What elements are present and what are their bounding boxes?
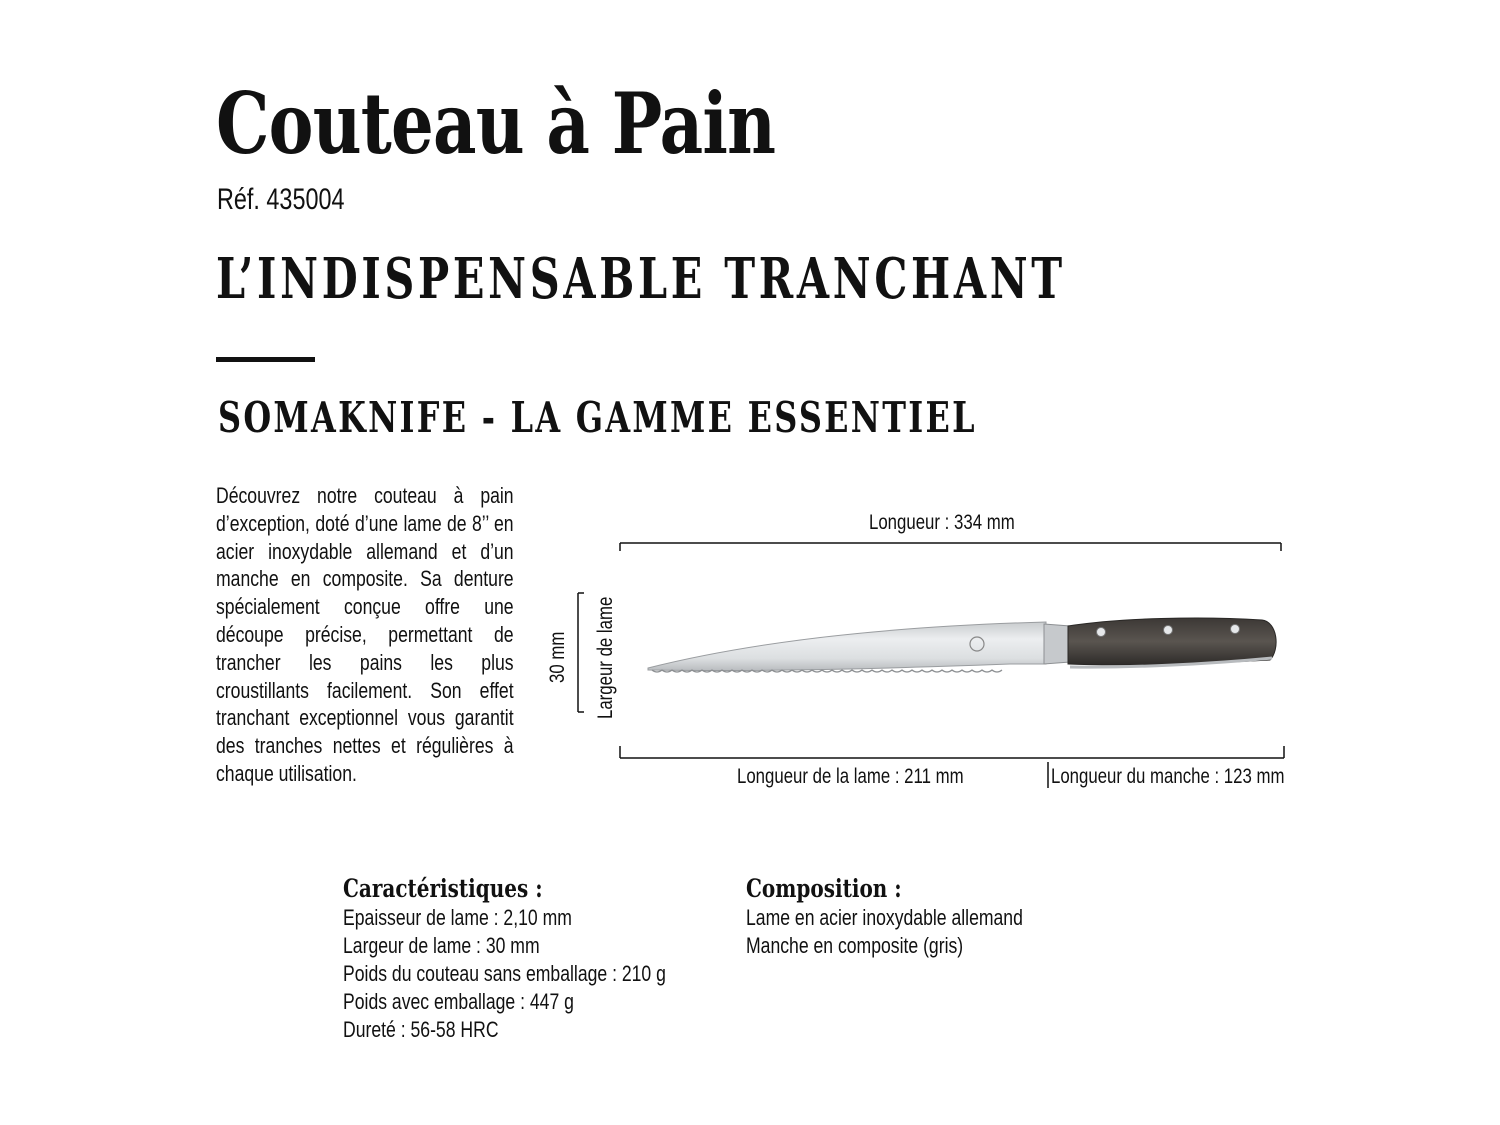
blade-length-label: Longueur de la lame : 211 mm bbox=[737, 765, 964, 788]
blade-width-bracket bbox=[578, 593, 584, 712]
spec-item: Dureté : 56-58 HRC bbox=[343, 1017, 499, 1042]
product-description: Découvrez notre couteau à pain d’exception, doté d’une lame de 8’’ en acier inoxydable allemand et d’un manche en composite. Sa denture spécialement conçue offre une découpe précise, permettant de trancher les pains les plus croustillants facilement. Son effet tranchant exceptionnel vous garantit des tranches nettes et régulières à chaque utilisation. bbox=[216, 483, 514, 786]
blade-width-caption: Largeur de lame bbox=[594, 596, 617, 719]
product-reference: Réf. 435004 bbox=[217, 183, 345, 216]
spec-item: Poids du couteau sans emballage : 210 g bbox=[343, 961, 666, 986]
spec-item: Poids avec emballage : 447 g bbox=[343, 989, 574, 1014]
product-range-subtitle: SOMAKNIFE - LA GAMME ESSENTIEL bbox=[218, 393, 977, 442]
product-tagline: L’INDISPENSABLE TRANCHANT bbox=[216, 246, 1066, 312]
spec-item: Epaisseur de lame : 2,10 mm bbox=[343, 905, 572, 930]
composition-title: Composition : bbox=[746, 874, 902, 903]
specifications-section bbox=[343, 874, 747, 1044]
composition-section bbox=[746, 874, 1092, 960]
composition-item: Lame en acier inoxydable allemand bbox=[746, 905, 1023, 930]
product-title: Couteau à Pain bbox=[216, 74, 776, 173]
specifications-title: Caractéristiques : bbox=[343, 874, 543, 903]
handle-rivet bbox=[1097, 628, 1106, 637]
bread-knife-illustration bbox=[648, 618, 1276, 672]
handle-rivet bbox=[1164, 626, 1173, 635]
spec-item: Largeur de lame : 30 mm bbox=[343, 933, 540, 958]
knife-bolster bbox=[1044, 624, 1070, 664]
knife-handle bbox=[1068, 618, 1276, 665]
handle-rivet bbox=[1231, 625, 1240, 634]
total-length-bracket bbox=[620, 543, 1281, 551]
blade-width-value: 30 mm bbox=[546, 631, 569, 683]
total-length-label: Longueur : 334 mm bbox=[869, 511, 1015, 534]
handle-length-label: Longueur du manche : 123 mm bbox=[1051, 765, 1285, 788]
composition-item: Manche en composite (gris) bbox=[746, 933, 964, 958]
knife-blade bbox=[648, 622, 1046, 671]
